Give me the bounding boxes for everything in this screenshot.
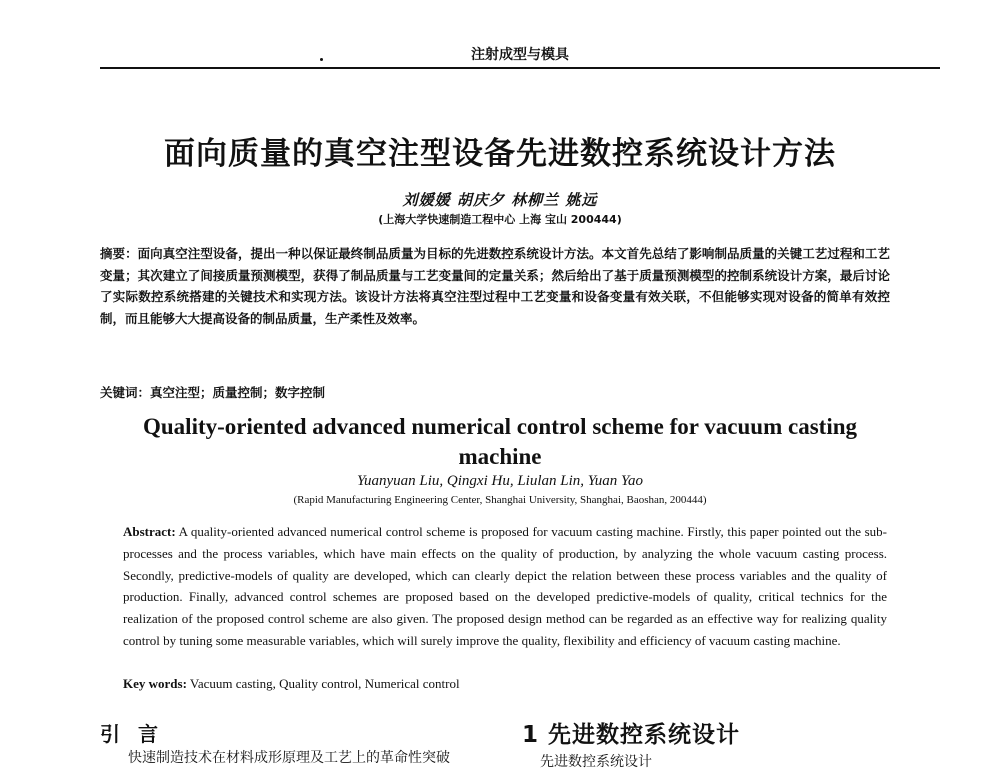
body-text-cut-left: 快速制造技术在材料成形原理及工艺上的革命性突破 bbox=[128, 750, 450, 766]
section-heading-introduction: 引言 bbox=[100, 722, 176, 746]
authors-en: Yuanyuan Liu, Qingxi Hu, Liulan Lin, Yuan Yao bbox=[357, 473, 643, 489]
abstract-cn-text: 面向真空注型设备，提出一种以保证最终制品质量为目标的先进数控系统设计方法。本文首先总结了影响制品质量的关键工艺过程和工艺变量；其次建立了间接质量预测模型，获得了制品质量与工艺变量间的定量关系；然后给出了基于质量预测模型的控制系统设计方案，最后讨论了实际数控系统搭建的关键技术和实现方法。该设计方法将真空注型过程中工艺变量和设备变量有效关联，不但能够实现对设备的简单有效控制，而且能够大大提高设备的制品质量，生产柔性及效率。 bbox=[100, 246, 890, 326]
keywords-cn-label: 关键词： bbox=[100, 385, 151, 400]
keywords-en bbox=[123, 676, 460, 692]
header-dot bbox=[320, 58, 323, 61]
abstract-cn-label: 摘要： bbox=[100, 246, 138, 261]
running-header bbox=[100, 47, 940, 69]
paper-title-en: Quality-oriented advanced numerical control scheme for vacuum casting machine bbox=[143, 414, 857, 469]
abstract-en-text: A quality-oriented advanced numerical control scheme is proposed for vacuum casting machine. Firstly, this paper pointed out the sub-processes and the process variables, which have main effects on the quality of production, by analyzing the whole vacuum casting process. Secondly, predictive-models of quality are developed, which can clearly depict the relation between these process variables and the quality of production. Finally, advanced control schemes are proposed based on the developed predictive-models of quality, critical technics for the realization of the proposed control scheme are also given. The proposed design method can be regarded as an effective way for realizing quality control by tuning some measurable variables, which will surely improve the quality, flexibility and efficiency of vacuum casting machine. bbox=[123, 524, 887, 648]
section-heading-1: 1 先进数控系统设计 bbox=[522, 722, 741, 748]
abstract-cn bbox=[100, 243, 890, 329]
running-title: 注射成型与模具 bbox=[471, 47, 569, 63]
keywords-en-text: Vacuum casting, Quality control, Numerical control bbox=[186, 676, 460, 691]
body-text-cut-right: 先进数控系统设计 bbox=[540, 754, 652, 770]
abstract-en-label: Abstract: bbox=[123, 524, 176, 539]
paper-title-cn: 面向质量的真空注型设备先进数控系统设计方法 bbox=[164, 136, 836, 172]
affiliation-en: (Rapid Manufacturing Engineering Center, Shanghai University, Shanghai, Baoshan, 200444) bbox=[293, 494, 707, 506]
authors-cn: 刘媛媛 胡庆夕 林柳兰 姚远 bbox=[402, 191, 598, 209]
abstract-en bbox=[123, 521, 887, 652]
affiliation-cn: (上海大学快速制造工程中心 上海 宝山 200444) bbox=[378, 213, 622, 226]
keywords-en-label: Key words: bbox=[123, 676, 187, 691]
keywords-cn-text: 真空注型；质量控制；数字控制 bbox=[150, 385, 326, 400]
keywords-cn bbox=[100, 383, 325, 401]
